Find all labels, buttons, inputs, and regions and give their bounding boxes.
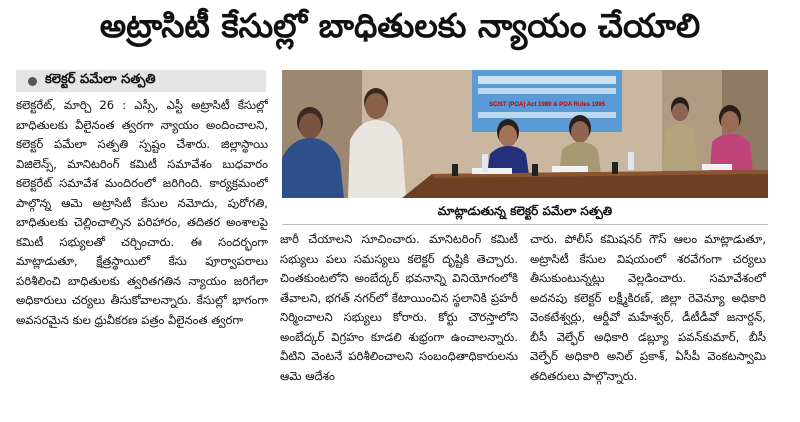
bullet-icon (28, 77, 37, 86)
article-column-1 (16, 96, 268, 418)
body-text-col2: జారీ చేయాలని సూచించారు. మానిటరింగ్ కమిటీ సభ్యులు పలు సమస్యలు కలెక్టర్ దృష్టికి తెచ్చారు. చింతకుంటలోని అంబేద్కర్ భవనాన్ని వినియోగంలోకి తేవాలని, భగత్ నగర్‌లో కేటాయించిన స్థలానికి ప్రహరీ నిర్మించాలని సభ్యులు కోరారు. కోర్టు చౌరస్తాలోని అంబేద్కర్ విగ్రహం కూడలి శుభ్రంగా ఉంచాలన్నారు. వీటిని వెంటనే పరిశీలించాలని సంబంధితాధికారులను ఆమె ఆదేశం (280, 232, 518, 383)
meeting-photo (282, 70, 768, 198)
caption-divider (282, 224, 768, 225)
byline-bar (16, 70, 266, 92)
headline: అట్రాసిటీ కేసుల్లో బాధితులకు న్యాయం చేయాలి (99, 5, 701, 45)
photo-caption: మాట్లాడుతున్న కలెక్టర్ పమేలా సత్పతి (437, 203, 613, 218)
body-text-col1: కలెక్టరేట్, మార్చి 26 : ఎస్సీ, ఎస్టీ అట్రాసిటీ కేసుల్లో బాధితులకు వీలైనంత త్వరగా న్యాయం అందించాలని, కలెక్టర్ పమేలా సత్పతి స్పష్టం చేశారు. జిల్లాస్థాయి విజిలెన్స్, మానిటరింగ్ కమిటీ సమావేశం బుధవారం కలెక్టరేట్ సమావేశ మందిరంలో జరిగింది. కార్యక్రమంలో పాల్గొన్న ఆమె అట్రాసిటీ కేసుల నమోదు, పురోగతి, బాధితులకు చెల్లించాల్సిన పరిహారం, తదితర అంశాలపై కమిటీ సభ్యులతో చర్చించారు. ఈ సందర్భంగా మాట్లాడుతూ, క్షేత్రస్థాయిలో కేసు పూర్వాపరాలు పరిశీలించి బాధితులకు త్వరితగతిన న్యాయం జరిగేలా అధికారులు చర్యలు తీసుకోవాలన్నారు. కేసుల్లో భాగంగా అవసరమైన కుల ధ్రువీకరణ పత్రం వీలైనంత త్వరగా (16, 98, 268, 327)
meeting-photo-illustration (282, 70, 768, 198)
article-column-3 (530, 230, 766, 420)
banner-text: SC/ST (POA) Act 1989 & POA Rules 1995 (489, 102, 605, 108)
article-column-2 (280, 230, 518, 420)
byline-text: కలెక్టర్ పమేలా సత్పతి (45, 72, 156, 87)
body-text-col3: చారు. పోలీస్ కమిషనర్ గౌస్ ఆలం మాట్లాడుతూ, అట్రాసిటీ కేసుల విషయంలో శరవేగంగా చర్యలు తీసుకుంటున్నట్లు వెల్లడించారు. సమావేశంలో అదనపు కలెక్టర్ లక్ష్మీకిరణ్, జిల్లా రెవెన్యూ అధికారి వెంకటేశ్వర్లు, ఆర్డీవో మహేశ్వర్, డీటీడీవో జనార్దన్, బీసీ వెల్ఫేర్ అధికారి డబ్ల్యూ పవన్‌కుమార్, బీసీ వెల్ఫేర్ అధికారి అనిల్ ప్రకాశ్, ఏసీపీ వెంకటస్వామి తదితరులు పాల్గొన్నారు. (530, 232, 766, 383)
